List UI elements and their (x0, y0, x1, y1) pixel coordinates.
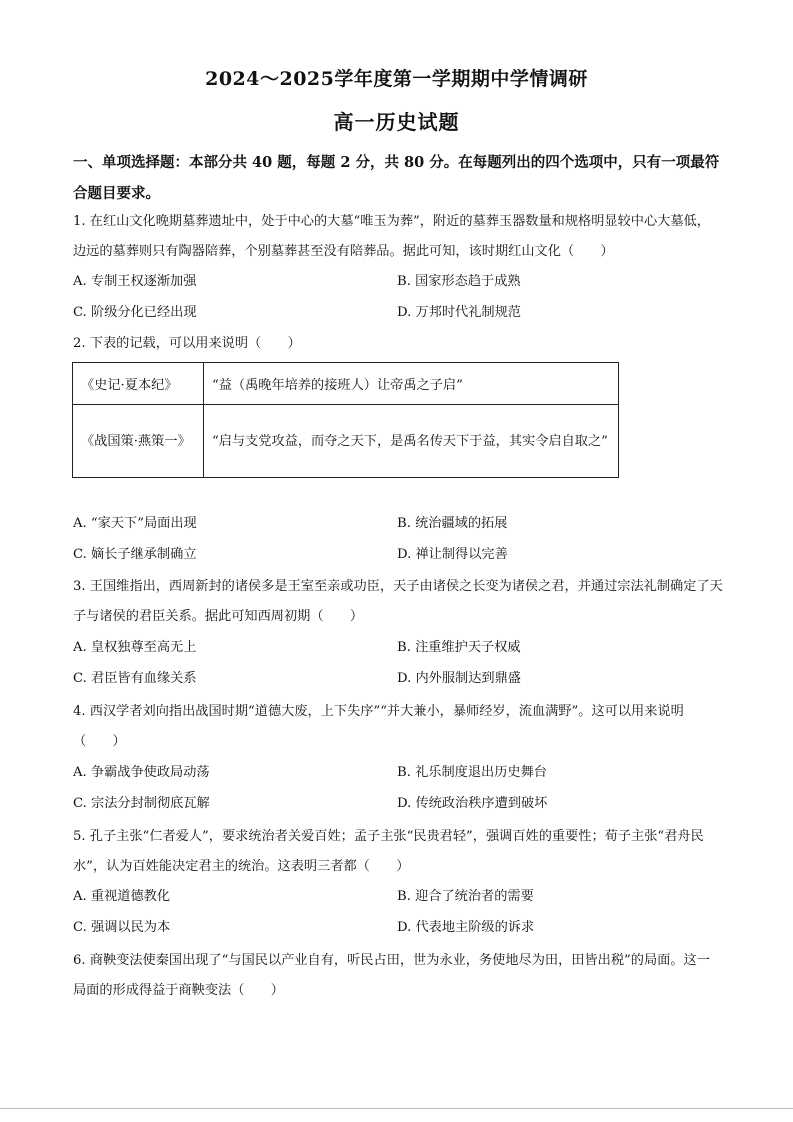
table-source-cell: 《战国策·燕策一》 (73, 405, 204, 478)
question-1-option-b: B. 国家形态趋于成熟 (397, 274, 521, 289)
exam-subtitle: 高一历史试题 (333, 110, 460, 134)
table-quote-cell: “益（禹晚年培养的接班人）让帝禹之子启” (204, 363, 619, 405)
question-2-stem: 2. 下表的记载，可以用来说明（ ） (73, 336, 301, 351)
question-1-stem: 1. 在红山文化晚期墓葬遗址中，处于中心的大墓“唯玉为葬”，附近的墓葬玉器数量和规格明显较中心大墓低，边远的墓葬则只有陶器陪葬，个别墓葬甚至没有陪葬品。据此可知，该时期红山文化（ ） (73, 214, 710, 259)
question-3-stem: 3. 王国维指出，西周新封的诸侯多是王室至亲或功臣，天子由诸侯之长变为诸侯之君，并通过宗法礼制确定了天子与诸侯的君臣关系。据此可知西周初期（ ） (73, 579, 723, 624)
table-row (73, 405, 619, 478)
table-quote-cell: “启与支党攻益，而夺之天下，是禹名传天下于益，其实令启自取之” (204, 405, 619, 478)
exam-title: 2024～2025学年度第一学期期中学情调研 (205, 68, 588, 90)
question-2-option-a: A. “家天下”局面出现 (73, 516, 197, 531)
question-1-option-a: A. 专制王权逐渐加强 (73, 274, 197, 289)
question-4-option-d: D. 传统政治秩序遭到破坏 (397, 796, 548, 811)
question-1-option-c: C. 阶级分化已经出现 (73, 305, 197, 320)
question-3-option-d: D. 内外服制达到鼎盛 (397, 671, 521, 686)
table-source-cell: 《史记·夏本纪》 (73, 363, 204, 405)
question-1-option-d: D. 万邦时代礼制规范 (397, 305, 521, 320)
table-row (73, 363, 619, 405)
question-2-option-c: C. 嫡长子继承制确立 (73, 547, 197, 562)
page-bottom-rule (0, 1108, 793, 1109)
question-2-option-b: B. 统治疆域的拓展 (397, 516, 508, 531)
question-2-option-d: D. 禅让制得以完善 (397, 547, 508, 562)
question-2-source-table (72, 362, 619, 478)
section-heading: 一、单项选择题：本部分共 40 题，每题 2 分，共 80 分。在每题列出的四个选项中，只有一项最符合题目要求。 (73, 154, 720, 202)
question-5-option-a: A. 重视道德教化 (73, 889, 171, 904)
question-3-option-a: A. 皇权独尊至高无上 (73, 640, 197, 655)
question-5-option-d: D. 代表地主阶级的诉求 (397, 920, 535, 935)
question-4-stem: 4. 西汉学者刘向指出战国时期“道德大废，上下失序”“并大兼小，暴师经岁，流血满野”。这可以用来说明（ ） (73, 704, 684, 749)
question-3-option-b: B. 注重维护天子权威 (397, 640, 521, 655)
question-4-option-c: C. 宗法分封制彻底瓦解 (73, 796, 210, 811)
question-5-option-c: C. 强调以民为本 (73, 920, 171, 935)
question-5-stem: 5. 孔子主张“仁者爱人”，要求统治者关爱百姓；孟子主张“民贵君轻”，强调百姓的重要性；荀子主张“君舟民水”，认为百姓能决定君主的统治。这表明三者都（ ） (73, 829, 704, 874)
question-4-option-a: A. 争霸战争使政局动荡 (73, 765, 210, 780)
question-4-option-b: B. 礼乐制度退出历史舞台 (397, 765, 547, 780)
question-5-option-b: B. 迎合了统治者的需要 (397, 889, 534, 904)
question-6-stem: 6. 商鞅变法使秦国出现了“与国民以产业自有，听民占田，世为永业，务使地尽为田，田皆出税”的局面。这一局面的形成得益于商鞅变法（ ） (73, 953, 710, 998)
question-3-option-c: C. 君臣皆有血缘关系 (73, 671, 197, 686)
